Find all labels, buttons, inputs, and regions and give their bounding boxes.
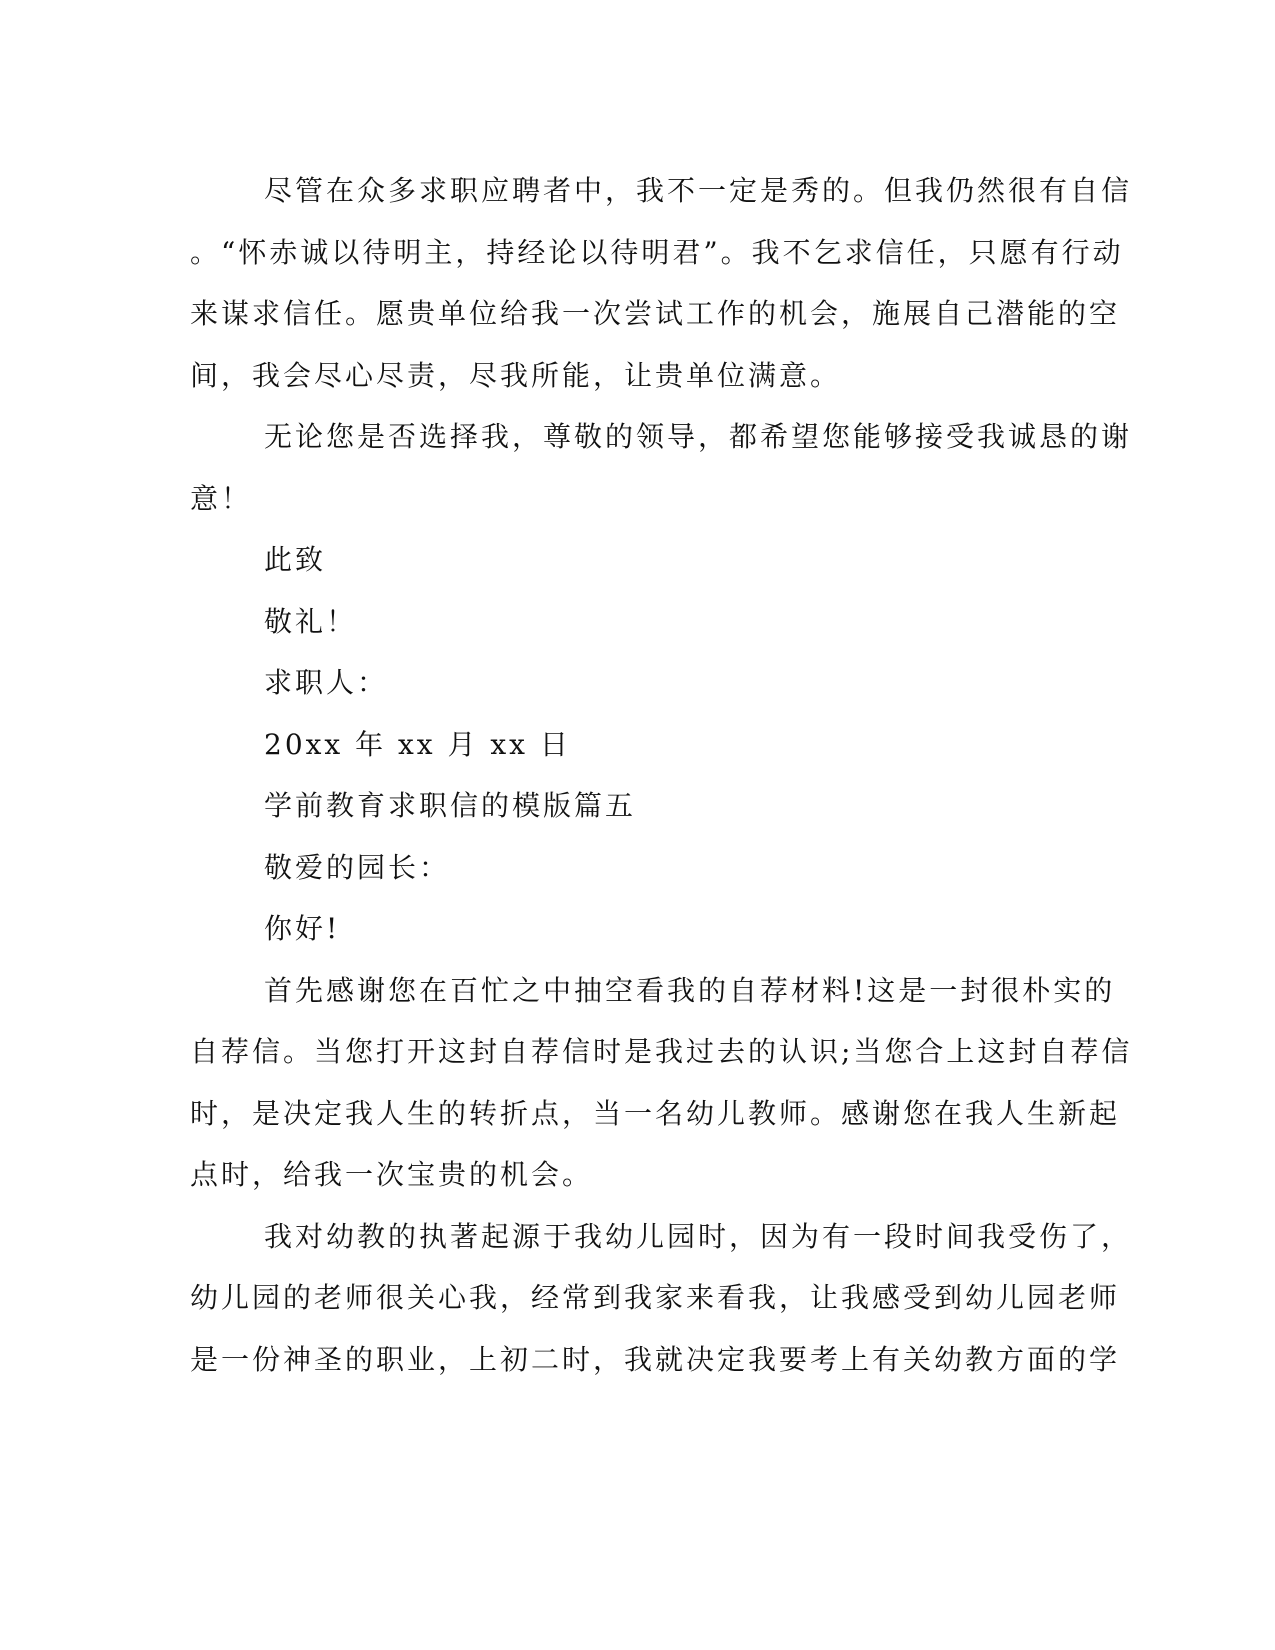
signature-label: 求职人： [264,666,389,699]
greeting-recipient: 敬爱的园长： [264,850,451,884]
paragraph-line: 尽管在众多求职应聘者中，我不一定是秀的。但我仍然很有自信 [264,174,1133,207]
paragraph-line: 时，是决定我人生的转折点，当一名幼儿教师。感谢您在我人生新起 [190,1096,1121,1130]
letter-body [190,160,1133,1390]
paragraph-line: 间，我会尽心尽责，尽我所能，让贵单位满意。 [190,358,842,392]
paragraph-line: 我对幼教的执著起源于我幼儿园时，因为有一段时间我受伤了， [264,1219,1133,1253]
paragraph-confidence [190,160,1133,406]
closing-salutation: 此致 [264,543,327,576]
paragraph-line: 自荐信。当您打开这封自荐信时是我过去的认识;当您合上这封自荐信 [190,1035,1133,1068]
paragraph-introduction [190,960,1133,1206]
paragraph-line: 。“怀赤诚以待明主，持经论以待明君”。我不乞求信任，只愿有行动 [190,235,1124,269]
section-title: 学前教育求职信的模版篇五 [264,789,637,822]
paragraph-line: 意！ [190,481,253,515]
paragraph-line: 来谋求信任。愿贵单位给我一次尝试工作的机会，施展自己潜能的空 [190,297,1121,330]
paragraph-thanks [190,406,1133,529]
letter-date: 20xx 年 xx 月 xx 日 [264,727,571,761]
greeting-hello: 你好! [264,912,341,945]
paragraph-line: 幼儿园的老师很关心我，经常到我家来看我，让我感受到幼儿园老师 [190,1281,1121,1314]
paragraph-motivation [190,1206,1133,1391]
paragraph-line: 是一份神圣的职业，上初二时，我就决定我要考上有关幼教方面的学 [190,1342,1121,1376]
paragraph-line: 无论您是否选择我，尊敬的领导，都希望您能够接受我诚恳的谢 [264,420,1133,453]
paragraph-line: 首先感谢您在百忙之中抽空看我的自荐材料!这是一封很朴实的 [264,973,1116,1007]
paragraph-line: 点时，给我一次宝贵的机会。 [190,1158,594,1191]
closing-regards: 敬礼！ [264,604,358,638]
